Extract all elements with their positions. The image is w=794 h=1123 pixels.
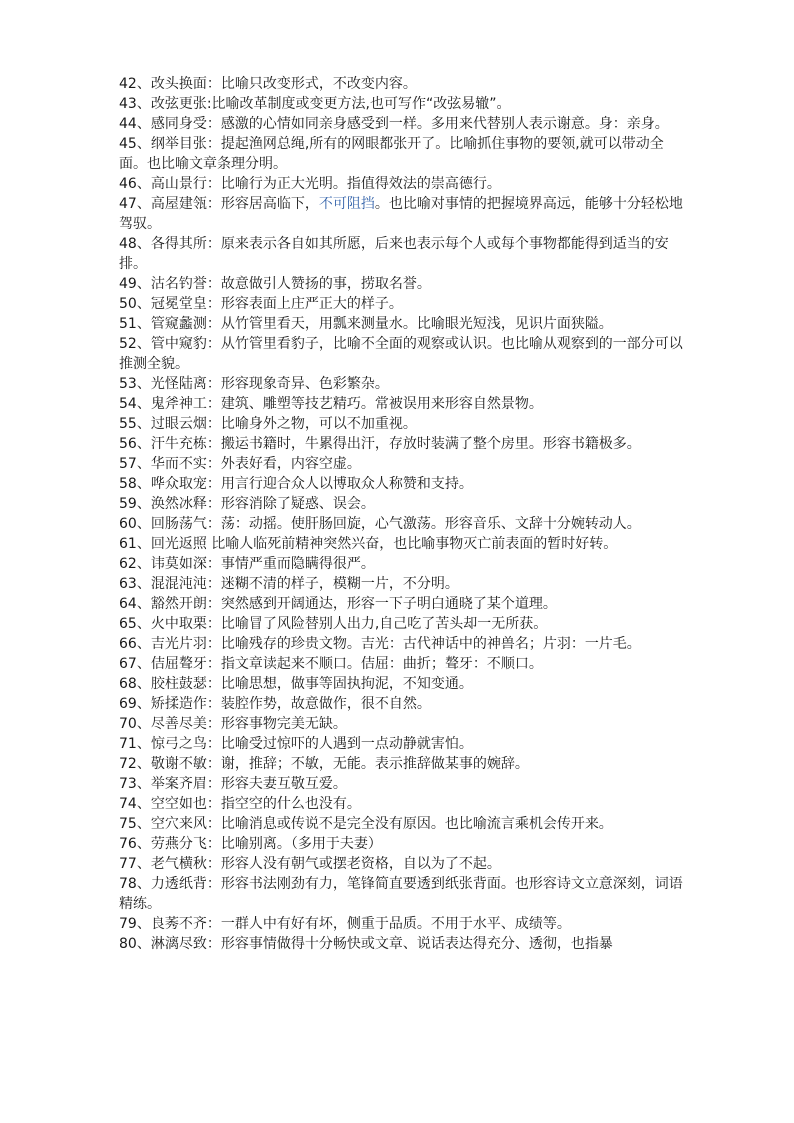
idiom-entry: 59、涣然冰释：形容消除了疑惑、误会。 [119, 496, 375, 512]
entry-text: 47、高屋建瓴：形容居高临下， [119, 196, 319, 212]
idiom-entry: 76、劳燕分飞：比喻别离。（多用于夫妻） [119, 836, 382, 852]
idiom-entry: 66、吉光片羽：比喻残存的珍贵文物。吉光：古代神话中的神兽名；片羽：一片毛。 [119, 636, 641, 652]
idiom-entry: 52、管中窥豹：从竹管里看豹子，比喻不全面的观察或认识。也比喻从观察到的一部分可以推测全貌。 [119, 336, 683, 372]
idiom-entry: 65、火中取栗：比喻冒了风险替别人出力,自己吃了苦头却一无所获。 [119, 616, 548, 632]
document-body [119, 74, 685, 954]
idiom-entry: 77、老气横秋：形容人没有朝气或摆老资格，自以为了不起。 [119, 856, 501, 872]
idiom-entry: 67、佶屈聱牙：指文章读起来不顺口。佶屈：曲折；聱牙：不顺口。 [119, 656, 543, 672]
idiom-entry: 60、回肠荡气：荡：动摇。使肝肠回旋，心气激荡。形容音乐、文辞十分婉转动人。 [119, 516, 641, 532]
idiom-entry: 58、哗众取宠：用言行迎合众人以博取众人称赞和支持。 [119, 476, 473, 492]
idiom-entry: 56、汗牛充栋：搬运书籍时，牛累得出汗，存放时装满了整个房里。形容书籍极多。 [119, 436, 641, 452]
inline-link[interactable]: 不可阻挡 [318, 196, 375, 212]
idiom-entry: 75、空穴来风：比喻消息或传说不是完全没有原因。也比喻流言乘机会传开来。 [119, 816, 613, 832]
idiom-entry: 57、华而不实：外表好看，内容空虚。 [119, 456, 361, 472]
idiom-entry: 54、鬼斧神工：建筑、雕塑等技艺精巧。常被误用来形容自然景物。 [119, 396, 543, 412]
idiom-entry: 49、沽名钓誉：故意做引人赞扬的事，捞取名誉。 [119, 276, 431, 292]
idiom-entry: 51、管窥蠡测：从竹管里看天，用瓢来测量水。比喻眼光短浅，见识片面狭隘。 [119, 316, 613, 332]
idiom-entry: 42、改头换面：比喻只改变形式，不改变内容。 [119, 76, 417, 92]
idiom-entry: 80、淋漓尽致：形容事情做得十分畅快或文章、说话表达得充分、透彻，也指暴 [119, 936, 613, 952]
idiom-entry: 50、冠冕堂皇：形容表面上庄严正大的样子。 [119, 296, 403, 312]
idiom-entry: 72、敬谢不敏：谢，推辞；不敏，无能。表示推辞做某事的婉辞。 [119, 756, 529, 772]
idiom-entry: 64、豁然开朗：突然感到开阔通达，形容一下子明白通晓了某个道理。 [119, 596, 557, 612]
idiom-entry: 44、感同身受：感激的心情如同亲身感受到一样。多用来代替别人表示谢意。身：亲身。 [119, 116, 669, 132]
idiom-entry: 74、空空如也：指空空的什么也没有。 [119, 796, 361, 812]
idiom-entry: 62、讳莫如深：事情严重而隐瞒得很严。 [119, 556, 375, 572]
idiom-entry: 73、举案齐眉：形容夫妻互敬互爱。 [119, 776, 347, 792]
idiom-entry: 70、尽善尽美：形容事物完美无缺。 [119, 716, 347, 732]
idiom-entry: 43、改弦更张:比喻改革制度或变更方法,也可写作“改弦易辙”。 [119, 96, 511, 112]
idiom-entry: 79、良莠不齐：一群人中有好有坏，侧重于品质。不用于水平、成绩等。 [119, 916, 571, 932]
idiom-entry: 48、各得其所：原来表示各自如其所愿，后来也表示每个人或每个事物都能得到适当的安排。 [119, 236, 669, 272]
idiom-entry: 55、过眼云烟：比喻身外之物，可以不加重视。 [119, 416, 417, 432]
idiom-entry: 63、混混沌沌：迷糊不清的样子，模糊一片，不分明。 [119, 576, 459, 592]
idiom-entry: 69、矫揉造作：装腔作势，故意做作，很不自然。 [119, 696, 431, 712]
idiom-entry [119, 194, 685, 234]
idiom-entry: 78、力透纸背：形容书法刚劲有力，笔锋简直要透到纸张背面。也形容诗文立意深刻，词语精练。 [119, 876, 683, 912]
entry-text: 。也比喻对事情的把握境界高远，能够十分轻松地驾驭。 [119, 196, 683, 232]
idiom-entry: 61、回光返照 比喻人临死前精神突然兴奋，也比喻事物灭亡前表面的暂时好转。 [119, 536, 618, 552]
idiom-entry: 68、胶柱鼓瑟：比喻思想，做事等固执拘泥，不知变通。 [119, 676, 473, 692]
idiom-entry: 53、光怪陆离：形容现象奇异、色彩繁杂。 [119, 376, 389, 392]
idiom-entry: 46、高山景行：比喻行为正大光明。指值得效法的崇高德行。 [119, 176, 501, 192]
idiom-entry: 71、惊弓之鸟：比喻受过惊吓的人遇到一点动静就害怕。 [119, 736, 473, 752]
idiom-entry: 45、纲举目张：提起渔网总绳,所有的网眼都张开了。比喻抓住事物的要领,就可以带动全面。也比喻文章条理分明。 [119, 136, 664, 172]
